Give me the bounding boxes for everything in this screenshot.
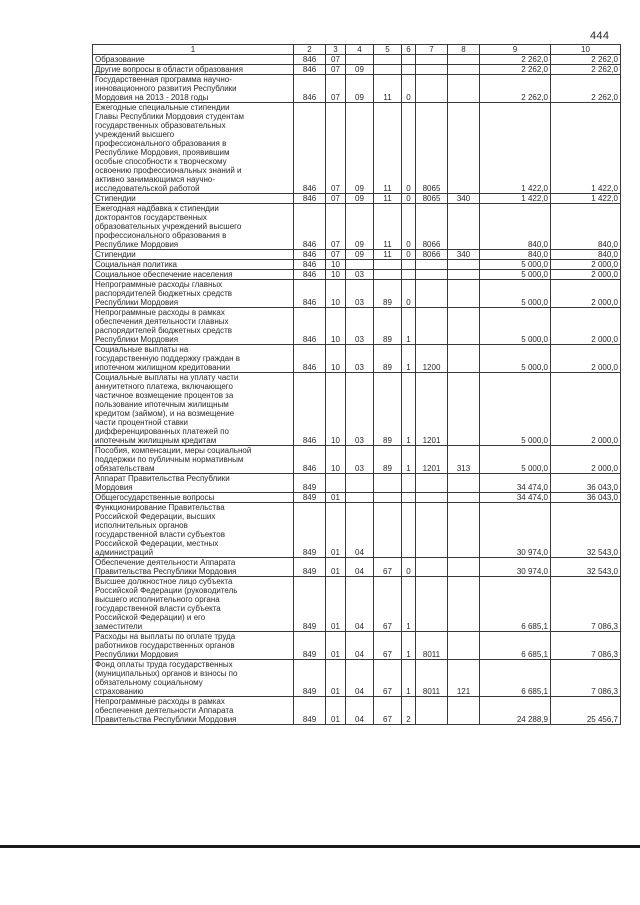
amount-2016-cell: 2 000,0: [551, 280, 621, 308]
program-cell: [374, 55, 402, 65]
section-cell: 10: [326, 260, 346, 270]
amount-2015-cell: 5 000,0: [480, 446, 551, 474]
section-cell: 07: [326, 75, 346, 103]
target-article-cell: [416, 65, 448, 75]
amount-2016-cell: 1 422,0: [551, 103, 621, 194]
page-number: 444: [590, 30, 610, 42]
amount-2015-cell: 5 000,0: [480, 280, 551, 308]
amount-2016-cell: 32 543,0: [551, 558, 621, 577]
admin-code-cell: 846: [294, 194, 326, 204]
admin-code-cell: 846: [294, 103, 326, 194]
amount-2015-cell: 1 422,0: [480, 194, 551, 204]
program-cell: [374, 260, 402, 270]
expense-type-cell: [448, 503, 480, 558]
amount-2015-cell: 5 000,0: [480, 345, 551, 373]
admin-code-cell: 849: [294, 577, 326, 632]
target-article-cell: [416, 75, 448, 103]
subsection-cell: 04: [346, 558, 374, 577]
subsection-cell: 03: [346, 345, 374, 373]
row-name-cell: Непрограммные расходы в рамках обеспечения деятельности Аппарата Правительства Республики Мордовия: [93, 697, 294, 725]
target-article-cell: 8065: [416, 103, 448, 194]
row-name-cell: Общегосударственные вопросы: [93, 493, 294, 503]
expense-type-cell: 340: [448, 194, 480, 204]
subsection-cell: 03: [346, 280, 374, 308]
admin-code-cell: 846: [294, 75, 326, 103]
subsection-cell: 04: [346, 577, 374, 632]
bottom-rule: [0, 845, 640, 848]
subprogram-cell: 0: [402, 103, 416, 194]
expense-type-cell: [448, 632, 480, 660]
target-article-cell: [416, 270, 448, 280]
row-name-cell: Пособия, компенсации, меры социальной поддержки по публичным нормативным обязательствам: [93, 446, 294, 474]
table-row: [93, 558, 621, 577]
program-cell: 11: [374, 103, 402, 194]
row-name-cell: Расходы на выплаты по оплате труда работников государственных органов Республики Мордовия: [93, 632, 294, 660]
expense-type-cell: [448, 373, 480, 446]
amount-2016-cell: 32 543,0: [551, 503, 621, 558]
column-header: 3: [326, 45, 346, 55]
amount-2016-cell: 2 262,0: [551, 55, 621, 65]
expense-type-cell: [448, 204, 480, 250]
expense-type-cell: [448, 558, 480, 577]
section-cell: 01: [326, 503, 346, 558]
row-name-cell: Социальные выплаты на государственную поддержку граждан в ипотечном жилищном кредитовании: [93, 345, 294, 373]
row-name-cell: Стипендии: [93, 194, 294, 204]
expense-type-cell: [448, 697, 480, 725]
program-cell: 89: [374, 373, 402, 446]
expense-type-cell: 121: [448, 660, 480, 697]
admin-code-cell: 846: [294, 446, 326, 474]
subsection-cell: 04: [346, 660, 374, 697]
subprogram-cell: 2: [402, 697, 416, 725]
subsection-cell: [346, 474, 374, 493]
subsection-cell: 04: [346, 632, 374, 660]
amount-2015-cell: 6 685,1: [480, 660, 551, 697]
admin-code-cell: 846: [294, 270, 326, 280]
amount-2016-cell: 2 000,0: [551, 308, 621, 345]
subprogram-cell: [402, 260, 416, 270]
row-name-cell: Функционирование Правительства Российской Федерации, высших исполнительных органов государственной власти субъектов Российской Федерации, местных администраций: [93, 503, 294, 558]
program-cell: [374, 474, 402, 493]
program-cell: 67: [374, 660, 402, 697]
row-name-cell: Непрограммные расходы в рамках обеспечения деятельности главных распорядителей бюджетных средств Республики Мордовия: [93, 308, 294, 345]
target-article-cell: [416, 697, 448, 725]
amount-2015-cell: 30 974,0: [480, 503, 551, 558]
amount-2015-cell: 840,0: [480, 250, 551, 260]
program-cell: 67: [374, 632, 402, 660]
column-header: 10: [551, 45, 621, 55]
amount-2015-cell: 840,0: [480, 204, 551, 250]
subsection-cell: 04: [346, 503, 374, 558]
subsection-cell: [346, 260, 374, 270]
program-cell: 11: [374, 250, 402, 260]
row-name-cell: Другие вопросы в области образования: [93, 65, 294, 75]
target-article-cell: [416, 503, 448, 558]
target-article-cell: 1201: [416, 373, 448, 446]
admin-code-cell: 846: [294, 204, 326, 250]
row-name-cell: Обеспечение деятельности Аппарата Правительства Республики Мордовия: [93, 558, 294, 577]
amount-2016-cell: 2 000,0: [551, 345, 621, 373]
table-row: [93, 493, 621, 503]
subprogram-cell: 1: [402, 373, 416, 446]
admin-code-cell: 846: [294, 250, 326, 260]
subprogram-cell: 1: [402, 446, 416, 474]
row-name-cell: Государственная программа научно- инновационного развития Республики Мордовия на 2013 - 2018 годы: [93, 75, 294, 103]
amount-2015-cell: 1 422,0: [480, 103, 551, 194]
amount-2015-cell: 2 262,0: [480, 55, 551, 65]
subsection-cell: 09: [346, 103, 374, 194]
expense-type-cell: [448, 493, 480, 503]
admin-code-cell: 849: [294, 493, 326, 503]
section-cell: 07: [326, 194, 346, 204]
admin-code-cell: 849: [294, 503, 326, 558]
amount-2016-cell: 2 000,0: [551, 260, 621, 270]
subsection-cell: 03: [346, 270, 374, 280]
amount-2015-cell: 6 685,1: [480, 577, 551, 632]
target-article-cell: [416, 260, 448, 270]
section-cell: 07: [326, 65, 346, 75]
row-name-cell: Ежегодная надбавка к стипендии докторантов государственных образовательных учреждений высшего профессионального образования в Республике Мордовия: [93, 204, 294, 250]
subprogram-cell: [402, 65, 416, 75]
expense-type-cell: [448, 280, 480, 308]
table-row: [93, 446, 621, 474]
table-header: [93, 45, 621, 55]
target-article-cell: 8011: [416, 632, 448, 660]
amount-2016-cell: 2 000,0: [551, 270, 621, 280]
subprogram-cell: [402, 503, 416, 558]
section-cell: 01: [326, 493, 346, 503]
target-article-cell: [416, 577, 448, 632]
subprogram-cell: [402, 474, 416, 493]
amount-2016-cell: 2 262,0: [551, 75, 621, 103]
column-header: 6: [402, 45, 416, 55]
admin-code-cell: 846: [294, 308, 326, 345]
row-name-cell: Образование: [93, 55, 294, 65]
program-cell: 89: [374, 280, 402, 308]
amount-2016-cell: 2 000,0: [551, 373, 621, 446]
amount-2015-cell: 34 474,0: [480, 493, 551, 503]
amount-2016-cell: 36 043,0: [551, 493, 621, 503]
table-row: [93, 373, 621, 446]
admin-code-cell: 849: [294, 697, 326, 725]
table-row: [93, 697, 621, 725]
subsection-cell: 03: [346, 308, 374, 345]
table-row: [93, 345, 621, 373]
section-cell: 10: [326, 373, 346, 446]
subprogram-cell: 1: [402, 660, 416, 697]
table-row: [93, 632, 621, 660]
section-cell: 01: [326, 632, 346, 660]
section-cell: 10: [326, 345, 346, 373]
amount-2016-cell: 840,0: [551, 250, 621, 260]
expense-type-cell: 313: [448, 446, 480, 474]
amount-2015-cell: 24 288,9: [480, 697, 551, 725]
subprogram-cell: 0: [402, 250, 416, 260]
amount-2016-cell: 2 262,0: [551, 65, 621, 75]
section-cell: 10: [326, 446, 346, 474]
expense-type-cell: [448, 55, 480, 65]
target-article-cell: 8066: [416, 250, 448, 260]
admin-code-cell: 846: [294, 345, 326, 373]
program-cell: [374, 493, 402, 503]
admin-code-cell: 849: [294, 558, 326, 577]
program-cell: [374, 270, 402, 280]
target-article-cell: [416, 280, 448, 308]
row-name-cell: Социальные выплаты на уплату части аннуитетного платежа, включающего частичное возмещение процентов за пользование ипотечным жилищным кредитом (займом), и на возмещение части процентной ставки дифференцированных платежей по ипотечным жилищным кредитам: [93, 373, 294, 446]
target-article-cell: [416, 474, 448, 493]
target-article-cell: 1201: [416, 446, 448, 474]
amount-2015-cell: 2 262,0: [480, 75, 551, 103]
subprogram-cell: [402, 55, 416, 65]
subprogram-cell: 1: [402, 345, 416, 373]
expense-type-cell: [448, 75, 480, 103]
column-header: 4: [346, 45, 374, 55]
admin-code-cell: 849: [294, 632, 326, 660]
subprogram-cell: 0: [402, 280, 416, 308]
program-cell: 67: [374, 558, 402, 577]
column-header: 7: [416, 45, 448, 55]
section-cell: 07: [326, 250, 346, 260]
amount-2015-cell: 30 974,0: [480, 558, 551, 577]
amount-2015-cell: 5 000,0: [480, 308, 551, 345]
amount-2015-cell: 34 474,0: [480, 474, 551, 493]
section-cell: 07: [326, 204, 346, 250]
target-article-cell: [416, 493, 448, 503]
table-row: [93, 204, 621, 250]
subsection-cell: 09: [346, 204, 374, 250]
table-row: [93, 308, 621, 345]
row-name-cell: Непрограммные расходы главных распорядителей бюджетных средств Республики Мордовия: [93, 280, 294, 308]
admin-code-cell: 849: [294, 660, 326, 697]
table-row: [93, 55, 621, 65]
row-name-cell: Ежегодные специальные стипендии Главы Республики Мордовия студентам государственных образовательных учреждений высшего профессионального образования в Республике Мордовия, проявившим особые способности к творческому освоению профессиональных знаний и активно занимающимся научно- исследовательской работой: [93, 103, 294, 194]
admin-code-cell: 846: [294, 65, 326, 75]
subprogram-cell: 1: [402, 632, 416, 660]
target-article-cell: [416, 55, 448, 65]
program-cell: 67: [374, 697, 402, 725]
subprogram-cell: [402, 493, 416, 503]
target-article-cell: 8065: [416, 194, 448, 204]
amount-2015-cell: 6 685,1: [480, 632, 551, 660]
table-row: [93, 474, 621, 493]
table-row: [93, 260, 621, 270]
admin-code-cell: 846: [294, 373, 326, 446]
target-article-cell: [416, 558, 448, 577]
amount-2015-cell: 5 000,0: [480, 373, 551, 446]
row-name-cell: Социальная политика: [93, 260, 294, 270]
admin-code-cell: 846: [294, 260, 326, 270]
program-cell: 11: [374, 194, 402, 204]
program-cell: [374, 65, 402, 75]
row-name-cell: Высшее должностное лицо субъекта Российской Федерации (руководитель высшего исполнительного органа государственной власти субъекта Российской Федерации) и его заместители: [93, 577, 294, 632]
row-name-cell: Социальное обеспечение населения: [93, 270, 294, 280]
section-cell: 01: [326, 697, 346, 725]
table-row: [93, 65, 621, 75]
target-article-cell: 8066: [416, 204, 448, 250]
subsection-cell: 09: [346, 75, 374, 103]
table-row: [93, 250, 621, 260]
amount-2015-cell: 5 000,0: [480, 270, 551, 280]
row-name-cell: Стипендии: [93, 250, 294, 260]
table-row: [93, 270, 621, 280]
target-article-cell: [416, 308, 448, 345]
amount-2015-cell: 5 000,0: [480, 260, 551, 270]
subsection-cell: 03: [346, 373, 374, 446]
row-name-cell: Фонд оплаты труда государственных (муниципальных) органов и взносы по обязательному социальному страхованию: [93, 660, 294, 697]
expense-type-cell: [448, 577, 480, 632]
table-row: [93, 75, 621, 103]
table-row: [93, 577, 621, 632]
target-article-cell: 8011: [416, 660, 448, 697]
section-cell: 07: [326, 55, 346, 65]
table-row: [93, 503, 621, 558]
column-header: 8: [448, 45, 480, 55]
subsection-cell: 09: [346, 250, 374, 260]
amount-2016-cell: 36 043,0: [551, 474, 621, 493]
subprogram-cell: 0: [402, 204, 416, 250]
subprogram-cell: 1: [402, 577, 416, 632]
program-cell: [374, 503, 402, 558]
program-cell: 11: [374, 75, 402, 103]
section-cell: 01: [326, 558, 346, 577]
subsection-cell: 03: [346, 446, 374, 474]
amount-2015-cell: 2 262,0: [480, 65, 551, 75]
amount-2016-cell: 1 422,0: [551, 194, 621, 204]
program-cell: 89: [374, 446, 402, 474]
section-cell: 01: [326, 660, 346, 697]
table-row: [93, 660, 621, 697]
expense-type-cell: [448, 345, 480, 373]
program-cell: 11: [374, 204, 402, 250]
table-row: [93, 280, 621, 308]
subprogram-cell: 0: [402, 194, 416, 204]
target-article-cell: 1200: [416, 345, 448, 373]
row-name-cell: Аппарат Правительства Республики Мордовия: [93, 474, 294, 493]
program-cell: 67: [374, 577, 402, 632]
admin-code-cell: 846: [294, 55, 326, 65]
header-row: [93, 45, 621, 55]
section-cell: 07: [326, 103, 346, 194]
column-header: 5: [374, 45, 402, 55]
expense-type-cell: [448, 260, 480, 270]
expense-type-cell: [448, 270, 480, 280]
section-cell: 10: [326, 308, 346, 345]
section-cell: 01: [326, 577, 346, 632]
amount-2016-cell: 25 456,7: [551, 697, 621, 725]
subprogram-cell: 0: [402, 75, 416, 103]
expense-type-cell: [448, 103, 480, 194]
expense-type-cell: [448, 474, 480, 493]
admin-code-cell: 846: [294, 280, 326, 308]
expense-type-cell: [448, 65, 480, 75]
subsection-cell: 09: [346, 65, 374, 75]
column-header: 9: [480, 45, 551, 55]
subsection-cell: [346, 55, 374, 65]
admin-code-cell: 849: [294, 474, 326, 493]
expense-type-cell: [448, 308, 480, 345]
amount-2016-cell: 7 086,3: [551, 660, 621, 697]
section-cell: [326, 474, 346, 493]
section-cell: 10: [326, 270, 346, 280]
subprogram-cell: [402, 270, 416, 280]
table-body: [93, 55, 621, 725]
subprogram-cell: 1: [402, 308, 416, 345]
program-cell: 89: [374, 345, 402, 373]
program-cell: 89: [374, 308, 402, 345]
section-cell: 10: [326, 280, 346, 308]
column-header: 1: [93, 45, 294, 55]
subsection-cell: [346, 493, 374, 503]
table-row: [93, 194, 621, 204]
column-header: 2: [294, 45, 326, 55]
amount-2016-cell: 7 086,3: [551, 632, 621, 660]
amount-2016-cell: 2 000,0: [551, 446, 621, 474]
amount-2016-cell: 840,0: [551, 204, 621, 250]
subsection-cell: 09: [346, 194, 374, 204]
subsection-cell: 04: [346, 697, 374, 725]
subprogram-cell: 0: [402, 558, 416, 577]
amount-2016-cell: 7 086,3: [551, 577, 621, 632]
table-row: [93, 103, 621, 194]
expense-type-cell: 340: [448, 250, 480, 260]
budget-table: [92, 44, 621, 725]
